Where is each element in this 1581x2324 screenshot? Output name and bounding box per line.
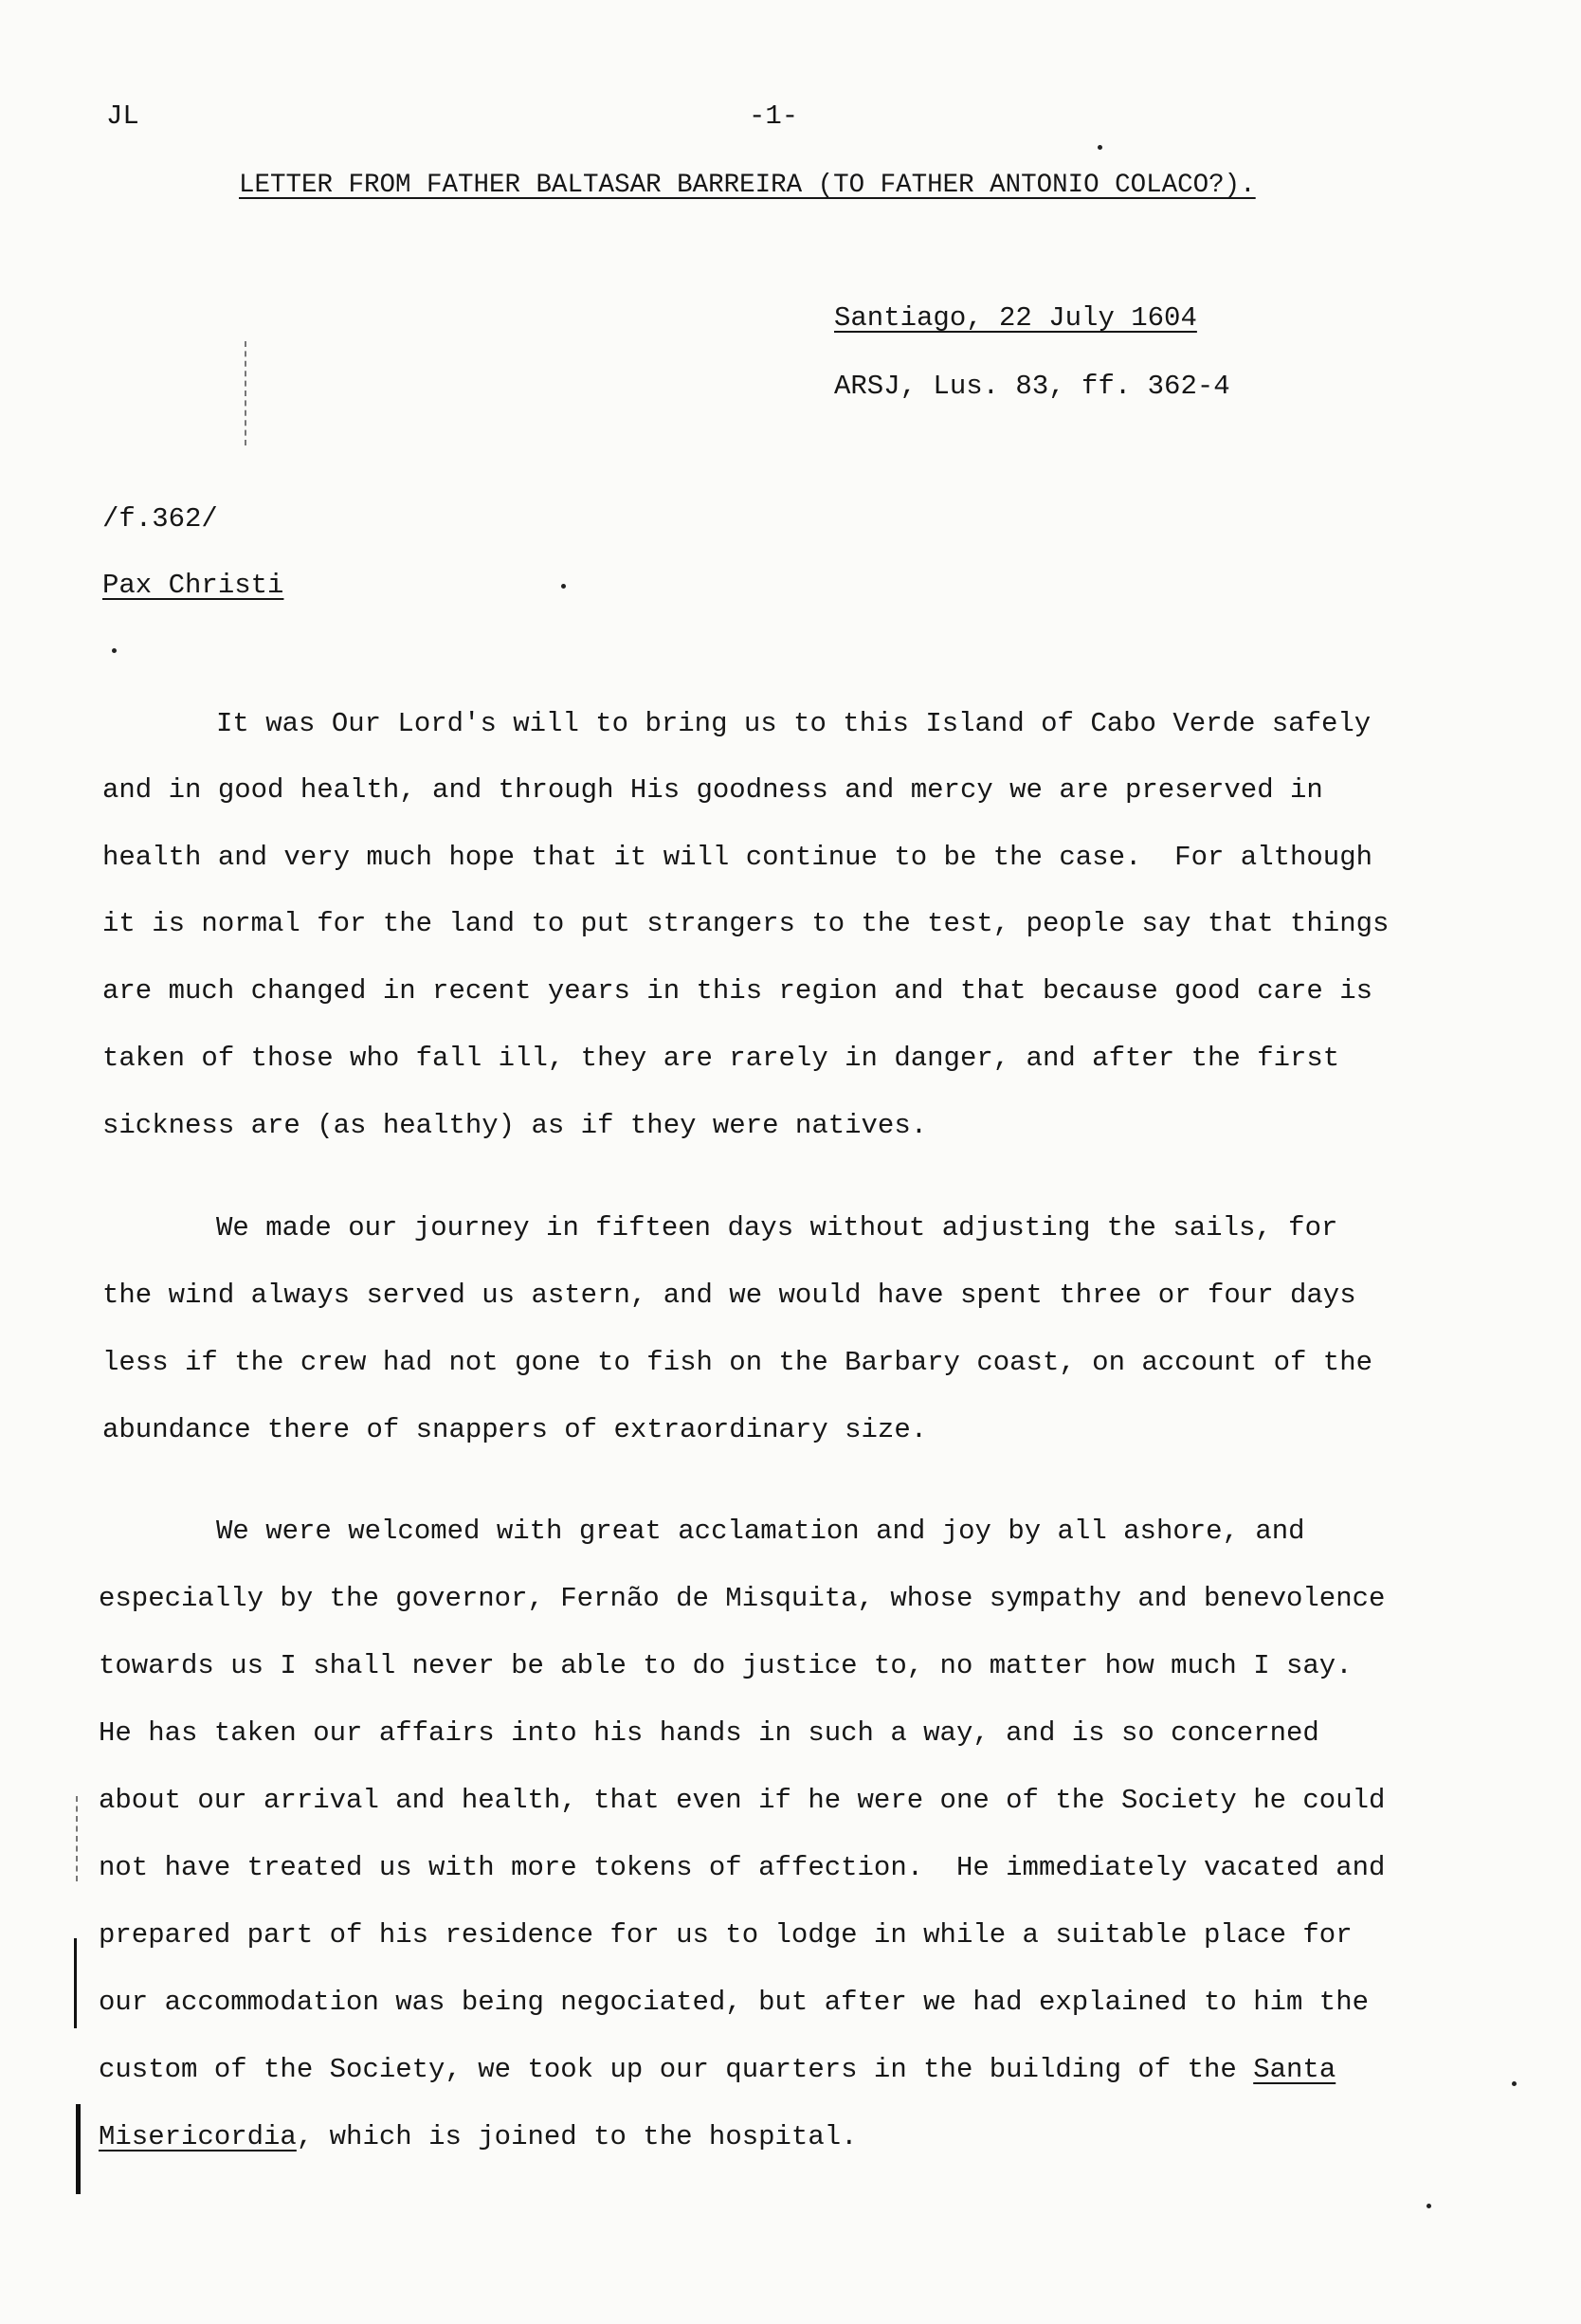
paragraph-line: it is normal for the land to put strangers to the test, people say that things <box>102 908 1390 939</box>
salutation: Pax Christi <box>102 570 284 601</box>
paragraph-line <box>99 2053 1336 2087</box>
paragraph-line: and in good health, and through His goodness and mercy we are preserved in <box>102 774 1323 806</box>
paragraph-line: the wind always served us astern, and we would have spent three or four days <box>102 1280 1356 1311</box>
paragraph-line: He has taken our affairs into his hands in such a way, and is so concerned <box>99 1717 1319 1749</box>
paragraph-line: It was Our Lord's will to bring us to this Island of Cabo Verde safely <box>216 708 1372 739</box>
paragraph-line: We made our journey in fifteen days without adjusting the sails, for <box>216 1212 1338 1244</box>
place-date: Santiago, 22 July 1604 <box>834 302 1197 334</box>
paragraph-line: not have treated us with more tokens of affection. He immediately vacated and <box>99 1852 1386 1883</box>
letter-title: LETTER FROM FATHER BALTASAR BARREIRA (TO FATHER ANTONIO COLACO?). <box>239 171 1256 200</box>
underlined-term: Misericordia <box>99 2121 297 2152</box>
scan-speck <box>561 584 566 589</box>
paragraph-line: health and very much hope that it will continue to be the case. For although <box>102 842 1373 873</box>
margin-dashed-line <box>76 1796 78 1881</box>
scan-speck <box>1512 2081 1517 2086</box>
paragraph-line-text: , which is joined to the hospital. <box>296 2121 858 2152</box>
paragraph-line: especially by the governor, Fernão de Misquita, whose sympathy and benevolence <box>99 1583 1386 1614</box>
paragraph-line: We were welcomed with great acclamation and joy by all ashore, and <box>216 1516 1305 1547</box>
scan-speck <box>112 648 117 653</box>
paragraph-line: taken of those who fall ill, they are rarely in danger, and after the first <box>102 1043 1340 1074</box>
paragraph-line: prepared part of his residence for us to lodge in while a suitable place for <box>99 1919 1353 1951</box>
paragraph-line: our accommodation was being negociated, but after we had explained to him the <box>99 1987 1370 2018</box>
page-number: -1- <box>749 100 799 132</box>
paragraph-line <box>99 2120 858 2154</box>
archive-reference: ARSJ, Lus. 83, ff. 362-4 <box>834 371 1230 402</box>
scan-speck <box>1098 145 1102 150</box>
paragraph-line: are much changed in recent years in this region and that because good care is <box>102 975 1373 1007</box>
typist-initials: JL <box>106 100 139 132</box>
paragraph-line: abundance there of snappers of extraordinary size. <box>102 1414 928 1445</box>
scan-speck <box>1427 2204 1431 2208</box>
margin-bar <box>76 2104 81 2194</box>
paragraph-line: about our arrival and health, that even if he were one of the Society he could <box>99 1785 1386 1816</box>
paragraph-line: towards us I shall never be able to do justice to, no matter how much I say. <box>99 1650 1353 1681</box>
paragraph-line: sickness are (as healthy) as if they were natives. <box>102 1110 928 1141</box>
paragraph-line-text: custom of the Society, we took up our quarters in the building of the <box>99 2054 1254 2085</box>
margin-bar <box>74 1938 77 2028</box>
margin-dashed-line <box>245 341 246 445</box>
underlined-term: Santa <box>1253 2054 1336 2085</box>
paragraph-line: less if the crew had not gone to fish on the Barbary coast, on account of the <box>102 1347 1373 1378</box>
folio-marker: /f.362/ <box>102 503 218 535</box>
